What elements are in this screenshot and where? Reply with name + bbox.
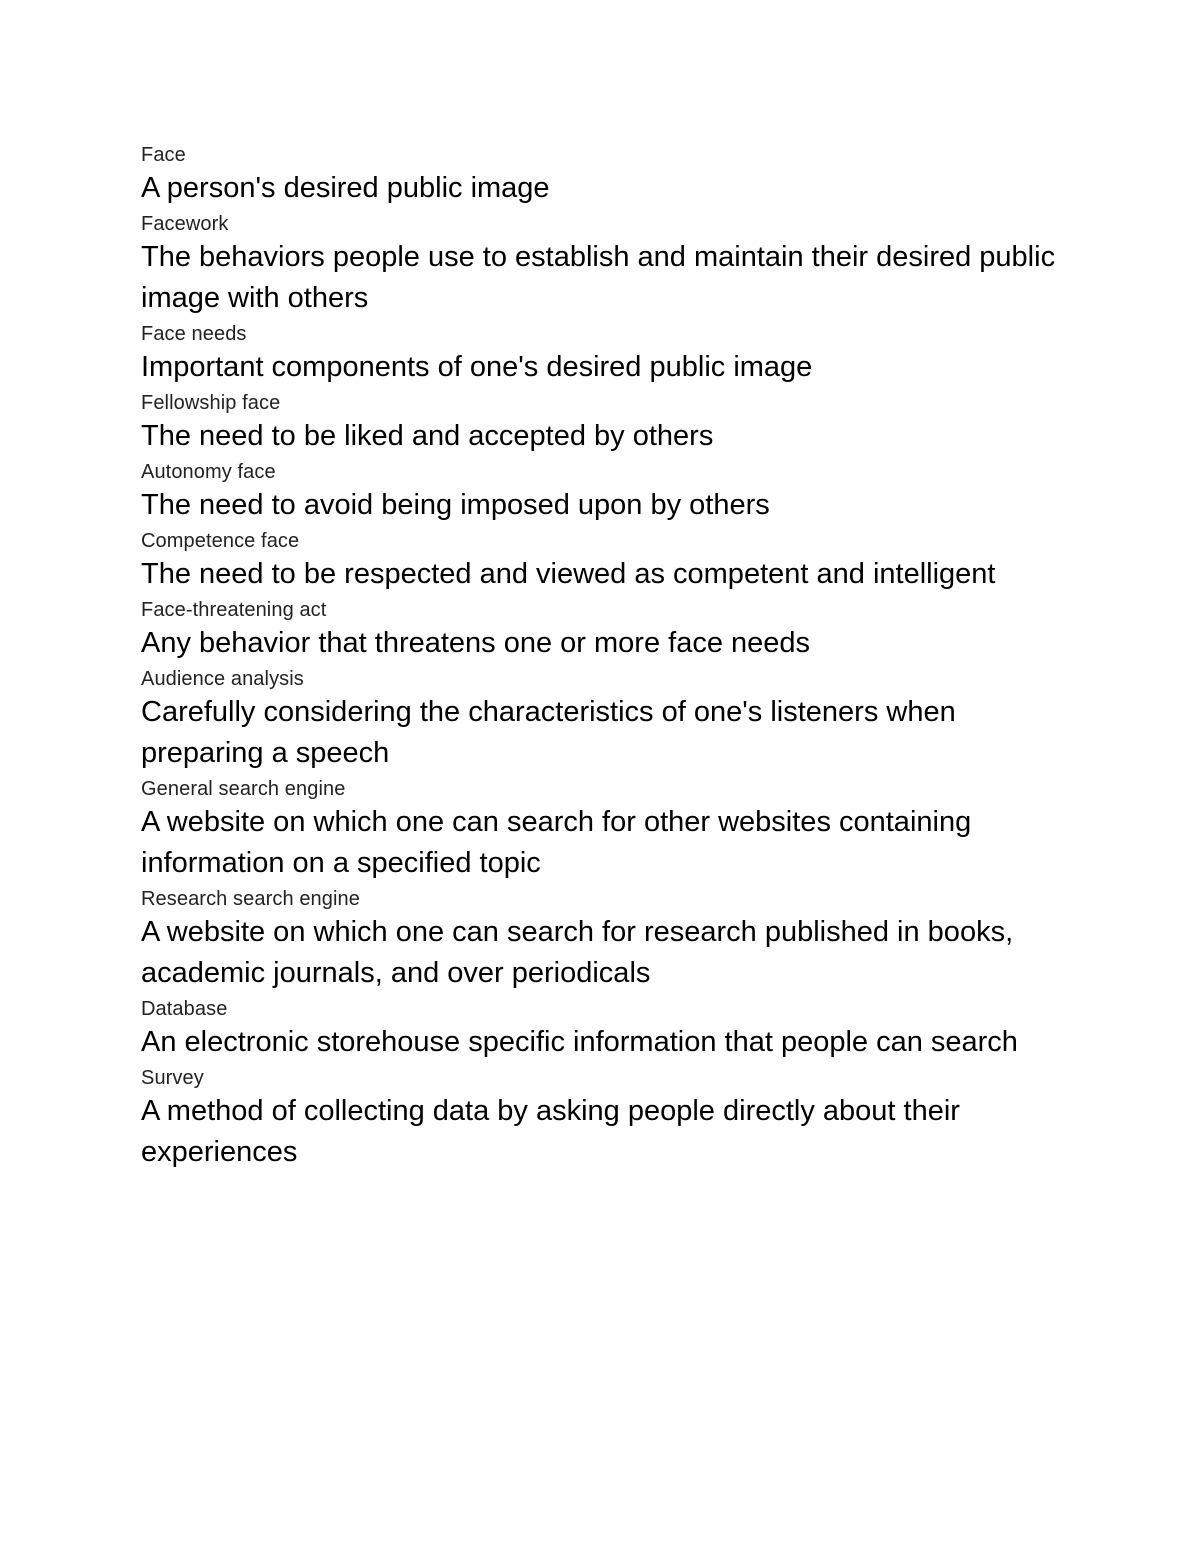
glossary-entry-research-search-engine [141,884,1071,994]
term-label: Survey [141,1067,204,1089]
definition-text: A method of collecting data by asking people directly about their experiences [141,1095,960,1168]
glossary-entry-survey [141,1063,1071,1173]
definition-text: The need to avoid being imposed upon by others [141,489,770,521]
term-label: General search engine [141,778,346,800]
definition-text: A website on which one can search for other websites containing information on a specified topic [141,806,972,879]
definition-text: An electronic storehouse specific information that people can search [141,1026,1018,1058]
document-page [141,140,1071,1173]
term-label: Face needs [141,323,247,345]
definition-text: Any behavior that threatens one or more face needs [141,627,811,659]
definition-text: The behaviors people use to establish and maintain their desired public image with others [141,241,1056,314]
definition-text: The need to be respected and viewed as competent and intelligent [141,558,996,590]
glossary-entry-database [141,994,1071,1063]
term-label: Face-threatening act [141,599,327,621]
glossary-entry-face-threatening-act [141,595,1071,664]
term-label: Facework [141,213,229,235]
term-label: Research search engine [141,888,360,910]
definition-text: Important components of one's desired public image [141,351,813,383]
glossary-entry-competence-face [141,526,1071,595]
definition-text: A person's desired public image [141,172,550,204]
term-label: Competence face [141,530,300,552]
term-label: Audience analysis [141,668,304,690]
term-label: Fellowship face [141,392,281,414]
glossary-entry-autonomy-face [141,457,1071,526]
glossary-entry-fellowship-face [141,388,1071,457]
term-label: Database [141,998,228,1020]
definition-text: Carefully considering the characteristics of one's listeners when preparing a speech [141,696,956,769]
glossary-entry-facework [141,209,1071,319]
term-label: Face [141,144,186,166]
glossary-entry-face [141,140,1071,209]
glossary-entry-general-search-engine [141,774,1071,884]
glossary-entry-audience-analysis [141,664,1071,774]
definition-text: A website on which one can search for research published in books, academic journals, and over periodicals [141,916,1014,989]
glossary-entry-face-needs [141,319,1071,388]
definition-text: The need to be liked and accepted by others [141,420,714,452]
term-label: Autonomy face [141,461,276,483]
